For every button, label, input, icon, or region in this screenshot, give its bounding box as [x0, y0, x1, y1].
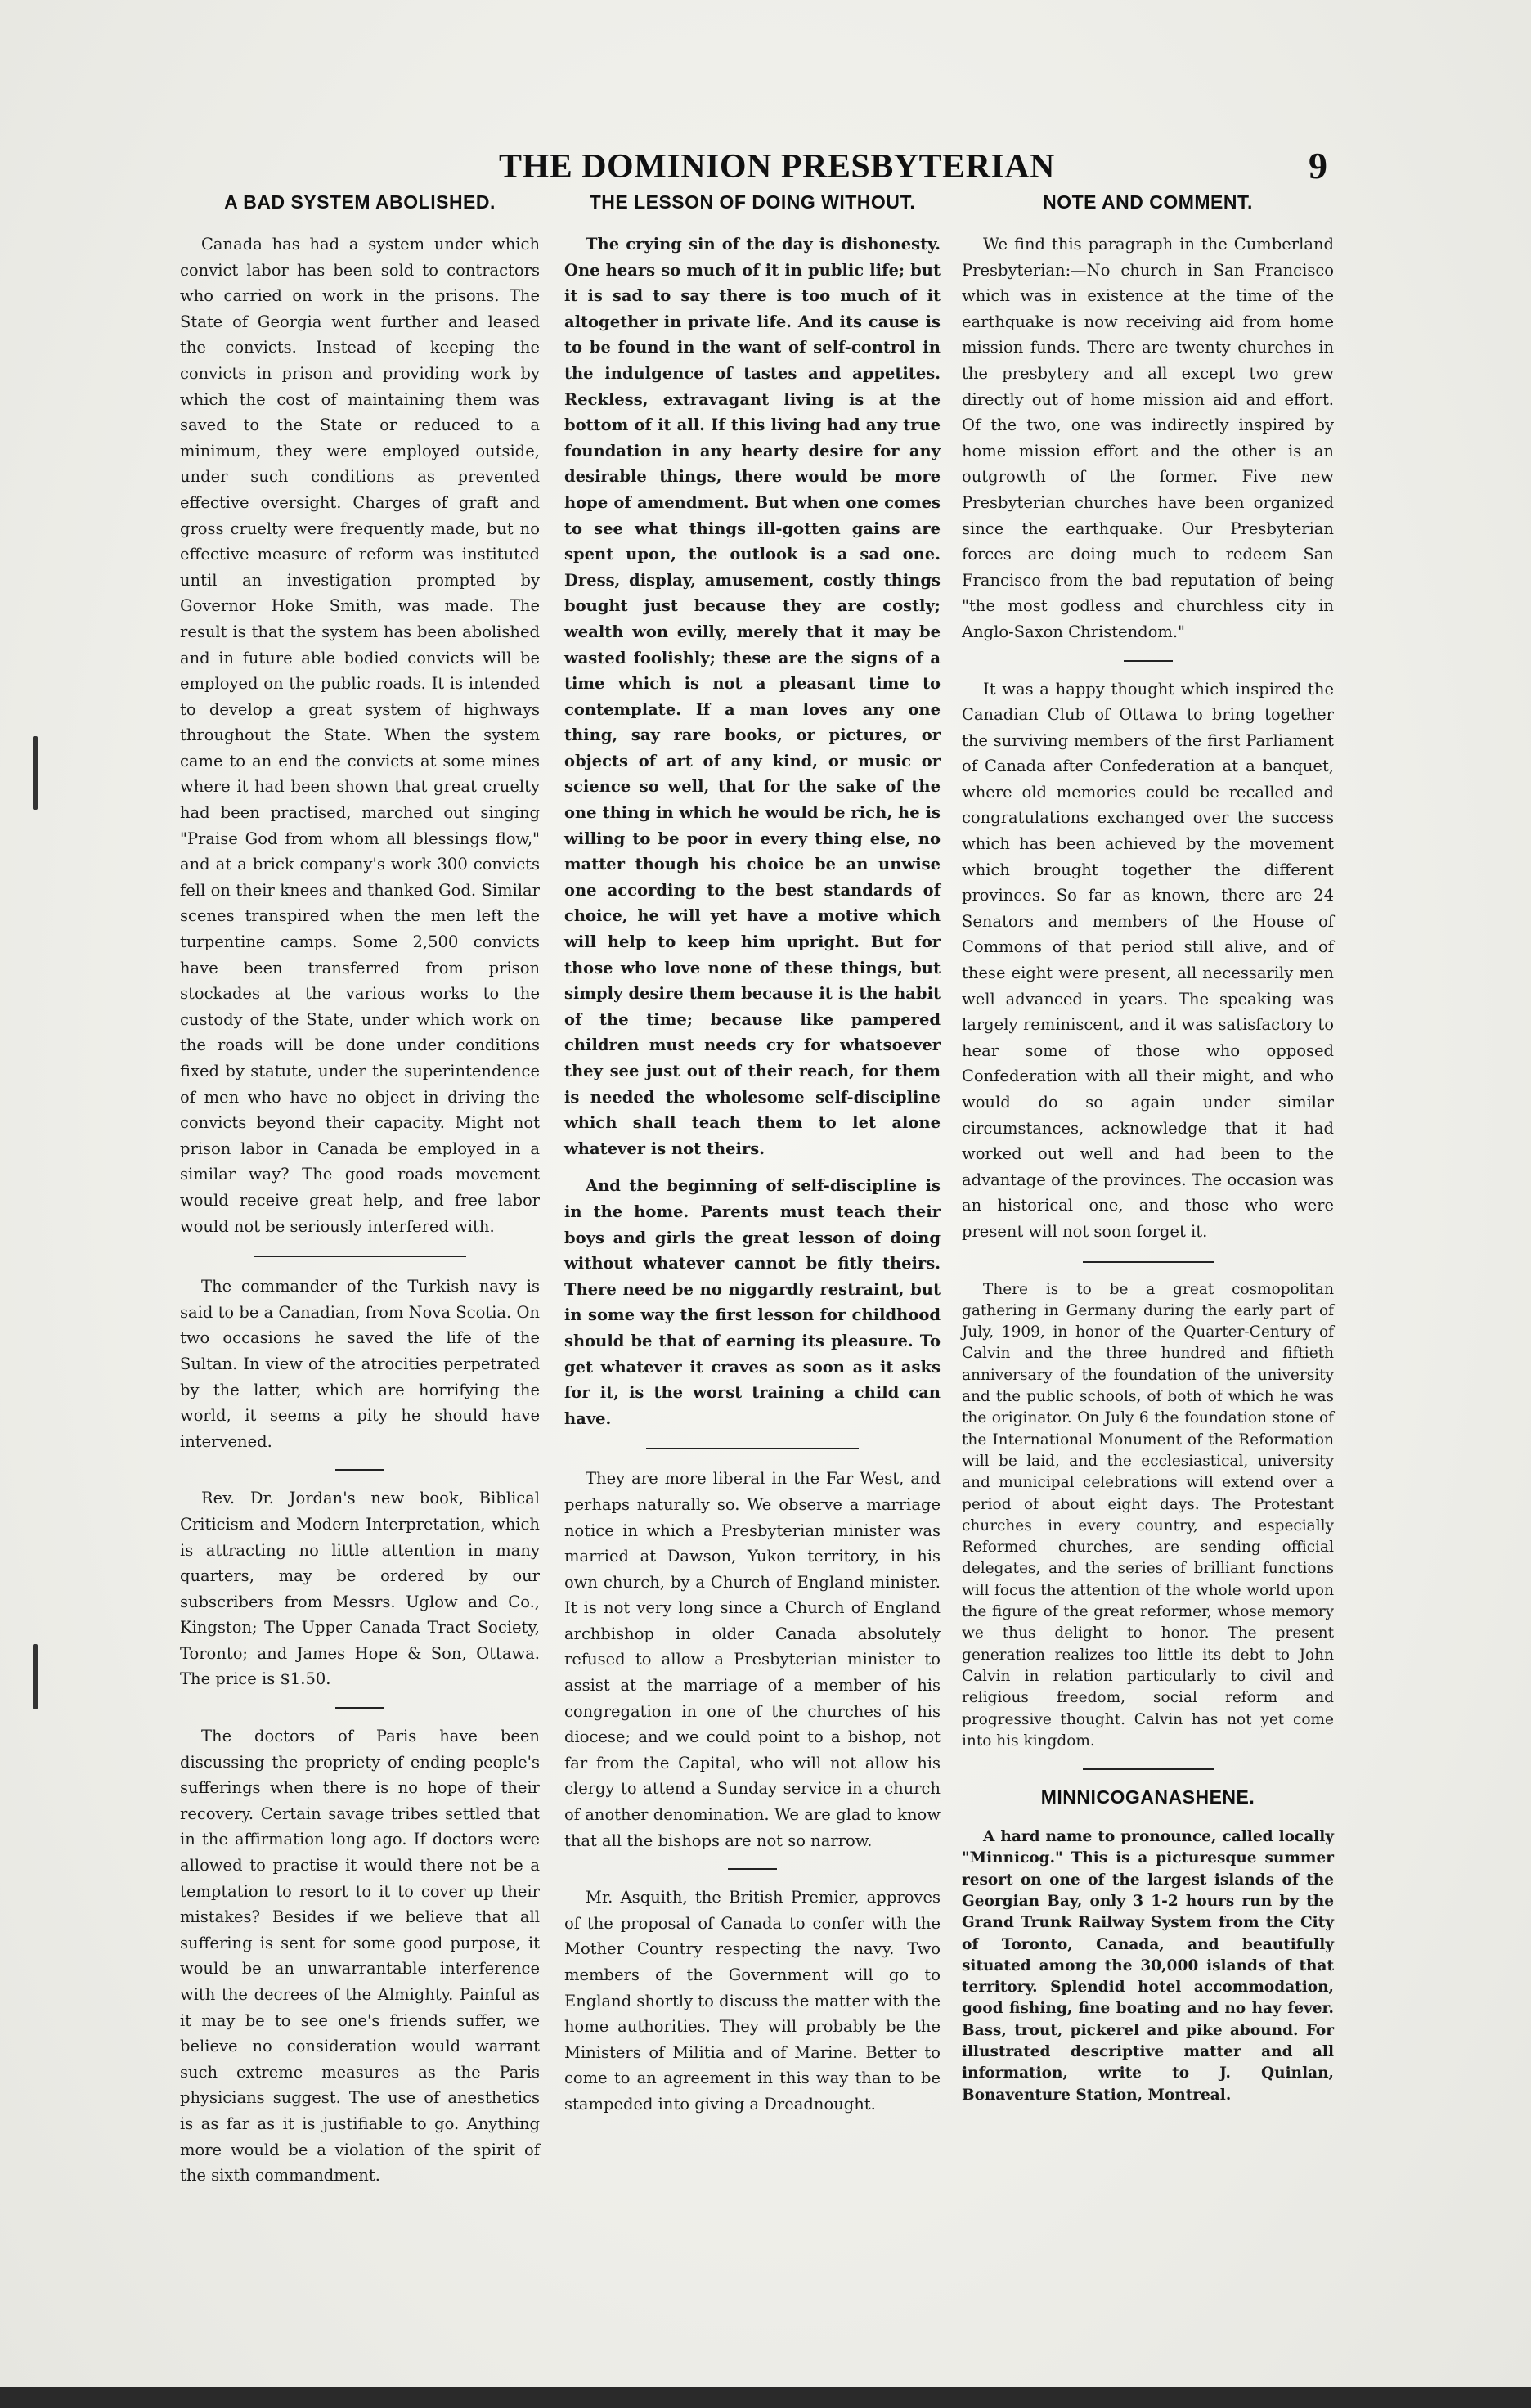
column-heading: MINNICOGANASHENE. [1040, 1786, 1255, 1808]
page-number: 9 [1309, 145, 1327, 186]
article-text: We find this paragraph in the Cumberland Presbyterian:—No church in San Francisco which was in existence at the time of the earthquake is now receiving aid from home mission funds. There are twenty churches in the presbytery and all except two grew directly out of home mission aid and effort. Of the two, one was indirectly inspired by home mission effort and the other is an outgrowth of the former. Five new Presbyterian churches have been organized since the earthquake. Our Presbyterian forces are doing much to redeem San Francisco from the bad reputation of being "the most godless and churchless city in Anglo-Saxon Christendom." [962, 235, 1334, 641]
divider [1124, 660, 1173, 662]
column-left [180, 191, 540, 2189]
divider [1083, 1261, 1214, 1263]
divider [646, 1448, 859, 1449]
article-text: They are more liberal in the Far West, and perhaps naturally so. We observe a marriage notice in which a Presbyterian minister was married at Dawson, Yukon territory, in his own church, by a Church of England minister. It is not very long since a Church of England archbishop in older Canada absolutely refused to allow a Presbyterian minister to assist at the marriage of a member of his congregation in one of the churches of his diocese; and we could point to a bishop, not far from the Capital, who will not allow his clergy to attend a Sunday service in a church of another denomination. We are glad to know that all the bishops are not so narrow. [564, 1469, 941, 1850]
scan-edge [0, 2387, 1531, 2408]
column-heading: THE LESSON OF DOING WITHOUT. [589, 191, 916, 213]
column-heading: A BAD SYSTEM ABOLISHED. [224, 191, 496, 213]
masthead-title: THE DOMINION PRESBYTERIAN [499, 148, 1055, 186]
spacer [564, 1161, 941, 1173]
article-text: There is to be a great cosmopolitan gathering in Germany during the early part of July, 1909, in honor of the Quarter-Century of Calvin and the three hundred and fiftieth anniversary of the foundation of the university and the public schools, of both of which he was the originator. On July 6 the foundation stone of the International Monument of the Reformation will be laid, and the ecclesiastical, university and municipal celebrations will extend over a period of about eight days. The Protestant churches in every country, and especially Reformed churches, are sending official delegates, and the series of brilliant functions will focus the attention of the whole world upon the figure of the great reformer, whose memory we thus delight to honor. The present generation realizes too little its debt to John Calvin in relation particularly to civil and religious freedom, social reform and progressive thought. Calvin has not yet come into his kingdom. [962, 1280, 1334, 1750]
divider [335, 1707, 384, 1709]
column-heading: NOTE AND COMMENT. [1043, 191, 1253, 213]
article-text: The doctors of Paris have been discussing the propriety of ending people's sufferings when there is no hope of their recovery. Certain savage tribes settled that in the affirmation long ago. If doctors were allowed to practise it would there not be a temptation to resort to it to cover up their mistakes? Besides if we believe that all suffering is sent for some good purpose, it would be an unwarrantable interference with the decrees of the Almighty. Painful as it may be to see one's friends suffer, we believe no consideration would warrant such extreme measures as the Paris physicians suggest. The use of anesthetics is as far as it is justifiable to go. Anything more would be a violation of the spirit of the sixth commandment. [180, 1727, 540, 2186]
article-text: The commander of the Turkish navy is said to be a Canadian, from Nova Scotia. On two occasions he saved the life of the Sultan. In view of the atrocities perpetrated by the latter, which are horrifying the world, it seems a pity he should have intervened. [180, 1277, 540, 1451]
divider [728, 1868, 777, 1870]
column-right [962, 191, 1334, 2106]
column-middle [564, 191, 941, 2118]
margin-mark [33, 1644, 38, 1709]
article-text: It was a happy thought which inspired the Canadian Club of Ottawa to bring together the surviving members of the first Parliament of Canada after Confederation at a banquet, where old memories could be recalled and congratulations exchanged over the success which has been achieved by the movement which brought together the different provinces. So far as known, there are 24 Senators and members of the House of Commons of that period still alive, and of these eight were present, all necessarily men well advanced in years. The speaking was largely reminiscent, and it was satisfactory to hear some of those who opposed Confederation with all their might, and who would do so again under similar circumstances, acknowledge that it had worked out well and had been to the advantage of the provinces. The occasion was an historical one, and those who were present will not soon forget it. [962, 679, 1334, 1241]
article-text: And the beginning of self-discipline is in the home. Parents must teach their boys and girls the great lesson of doing without whatever cannot be fitly theirs. There need be no niggardly restraint, but in some way the first lesson for childhood should be that of earning its pleasure. To get whatever it craves as soon as it asks for it, is the worst training a child can have. [564, 1176, 941, 1428]
article-text: Rev. Dr. Jordan's new book, Biblical Criticism and Modern Interpretation, which is attracting no little attention in many quarters, may be ordered by our subscribers from Messrs. Uglow and Co., Kingston; The Upper Canada Tract Society, Toronto; and James Hope & Son, Ottawa. The price is $1.50. [180, 1489, 540, 1689]
article-text: Mr. Asquith, the British Premier, approves of the proposal of Canada to confer with the Mother Country respecting the navy. Two members of the Government will go to England shortly to discuss the matter with the home authorities. They will probably be the Ministers of Militia and of Marine. Better to come to an agreement in this way than to be stampeded into giving a Dreadnought. [564, 1888, 941, 2114]
article-text: Canada has had a system under which convict labor has been sold to contractors who carried on work in the prisons. The State of Georgia went further and leased the convicts. Instead of keeping the convicts in prison and providing work by which the cost of maintaining them was saved to the State or reduced to a minimum, they were employed outside, under such conditions as prevented effective oversight. Charges of graft and gross cruelty were frequently made, but no effective measure of reform was instituted until an investigation prompted by Governor Hoke Smith, was made. The result is that the system has been abolished and in future able bodied convicts will be employed on the public roads. It is intended to develop a great system of highways throughout the State. When the system came to an end the convicts at some mines where it had been shown that great cruelty had been practised, marched out singing "Praise God from whom all blessings flow," and at a brick company's work 300 convicts fell on their knees and thanked God. Similar scenes transpired when the men left the turpentine camps. Some 2,500 convicts have been transferred from prison stockades at the various works to the custody of the State, under which work on the roads will be done under conditions fixed by statute, under the superintendence of men who have no object in driving the convicts beyond their capacity. Might not prison labor in Canada be employed in a similar way? The good roads movement would receive great help, and free labor would not be seriously interfered with. [180, 235, 540, 1236]
divider [254, 1256, 466, 1257]
margin-mark [33, 736, 38, 810]
article-text: A hard name to pronounce, called locally "Minnicog." This is a picturesque summer resort on one of the largest islands of the Georgian Bay, only 3 1-2 hours run by the Grand Trunk Railway System from the City of Toronto, Canada, and beautifully situated among the 30,000 islands of that territory. Splendid hotel accommodation, good fishing, fine boating and no hay fever. Bass, trout, pickerel and pike abound. For illustrated descriptive matter and all information, write to J. Quinlan, Bonaventure Station, Montreal. [962, 1828, 1334, 2104]
divider [1083, 1768, 1214, 1770]
article-text: The crying sin of the day is dishonesty. One hears so much of it in public life; but it is sad to say there is too much of it altogether in private life. And its cause is to be found in the want of self-control in the indulgence of tastes and appetites. Reckless, extravagant living is at the bottom of it all. If this living had any true foundation in any hearty desire for any desirable things, there would be more hope of amendment. But when one comes to see what things ill-gotten gains are spent upon, the outlook is a sad one. Dress, display, amusement, costly things bought just because they are costly; wealth won evilly, merely that it may be wasted foolishly; these are the signs of a time which is not a pleasant time to contemplate. If a man loves any one thing, say rare books, or pictures, or objects of art of any kind, or music or science so well, that for the sake of the one thing in which he would be rich, he is willing to be poor in every thing else, no matter though his choice be an unwise one according to the best standards of choice, he will yet have a motive which will help to keep him upright. But for those who love none of these things, but simply desire them because it is the habit of the time; because like pampered children must needs cry for whatsoever they see just out of their reach, for them is needed the wholesome self-discipline which shall teach them to let alone whatever is not theirs. [564, 235, 941, 1158]
divider [335, 1469, 384, 1471]
